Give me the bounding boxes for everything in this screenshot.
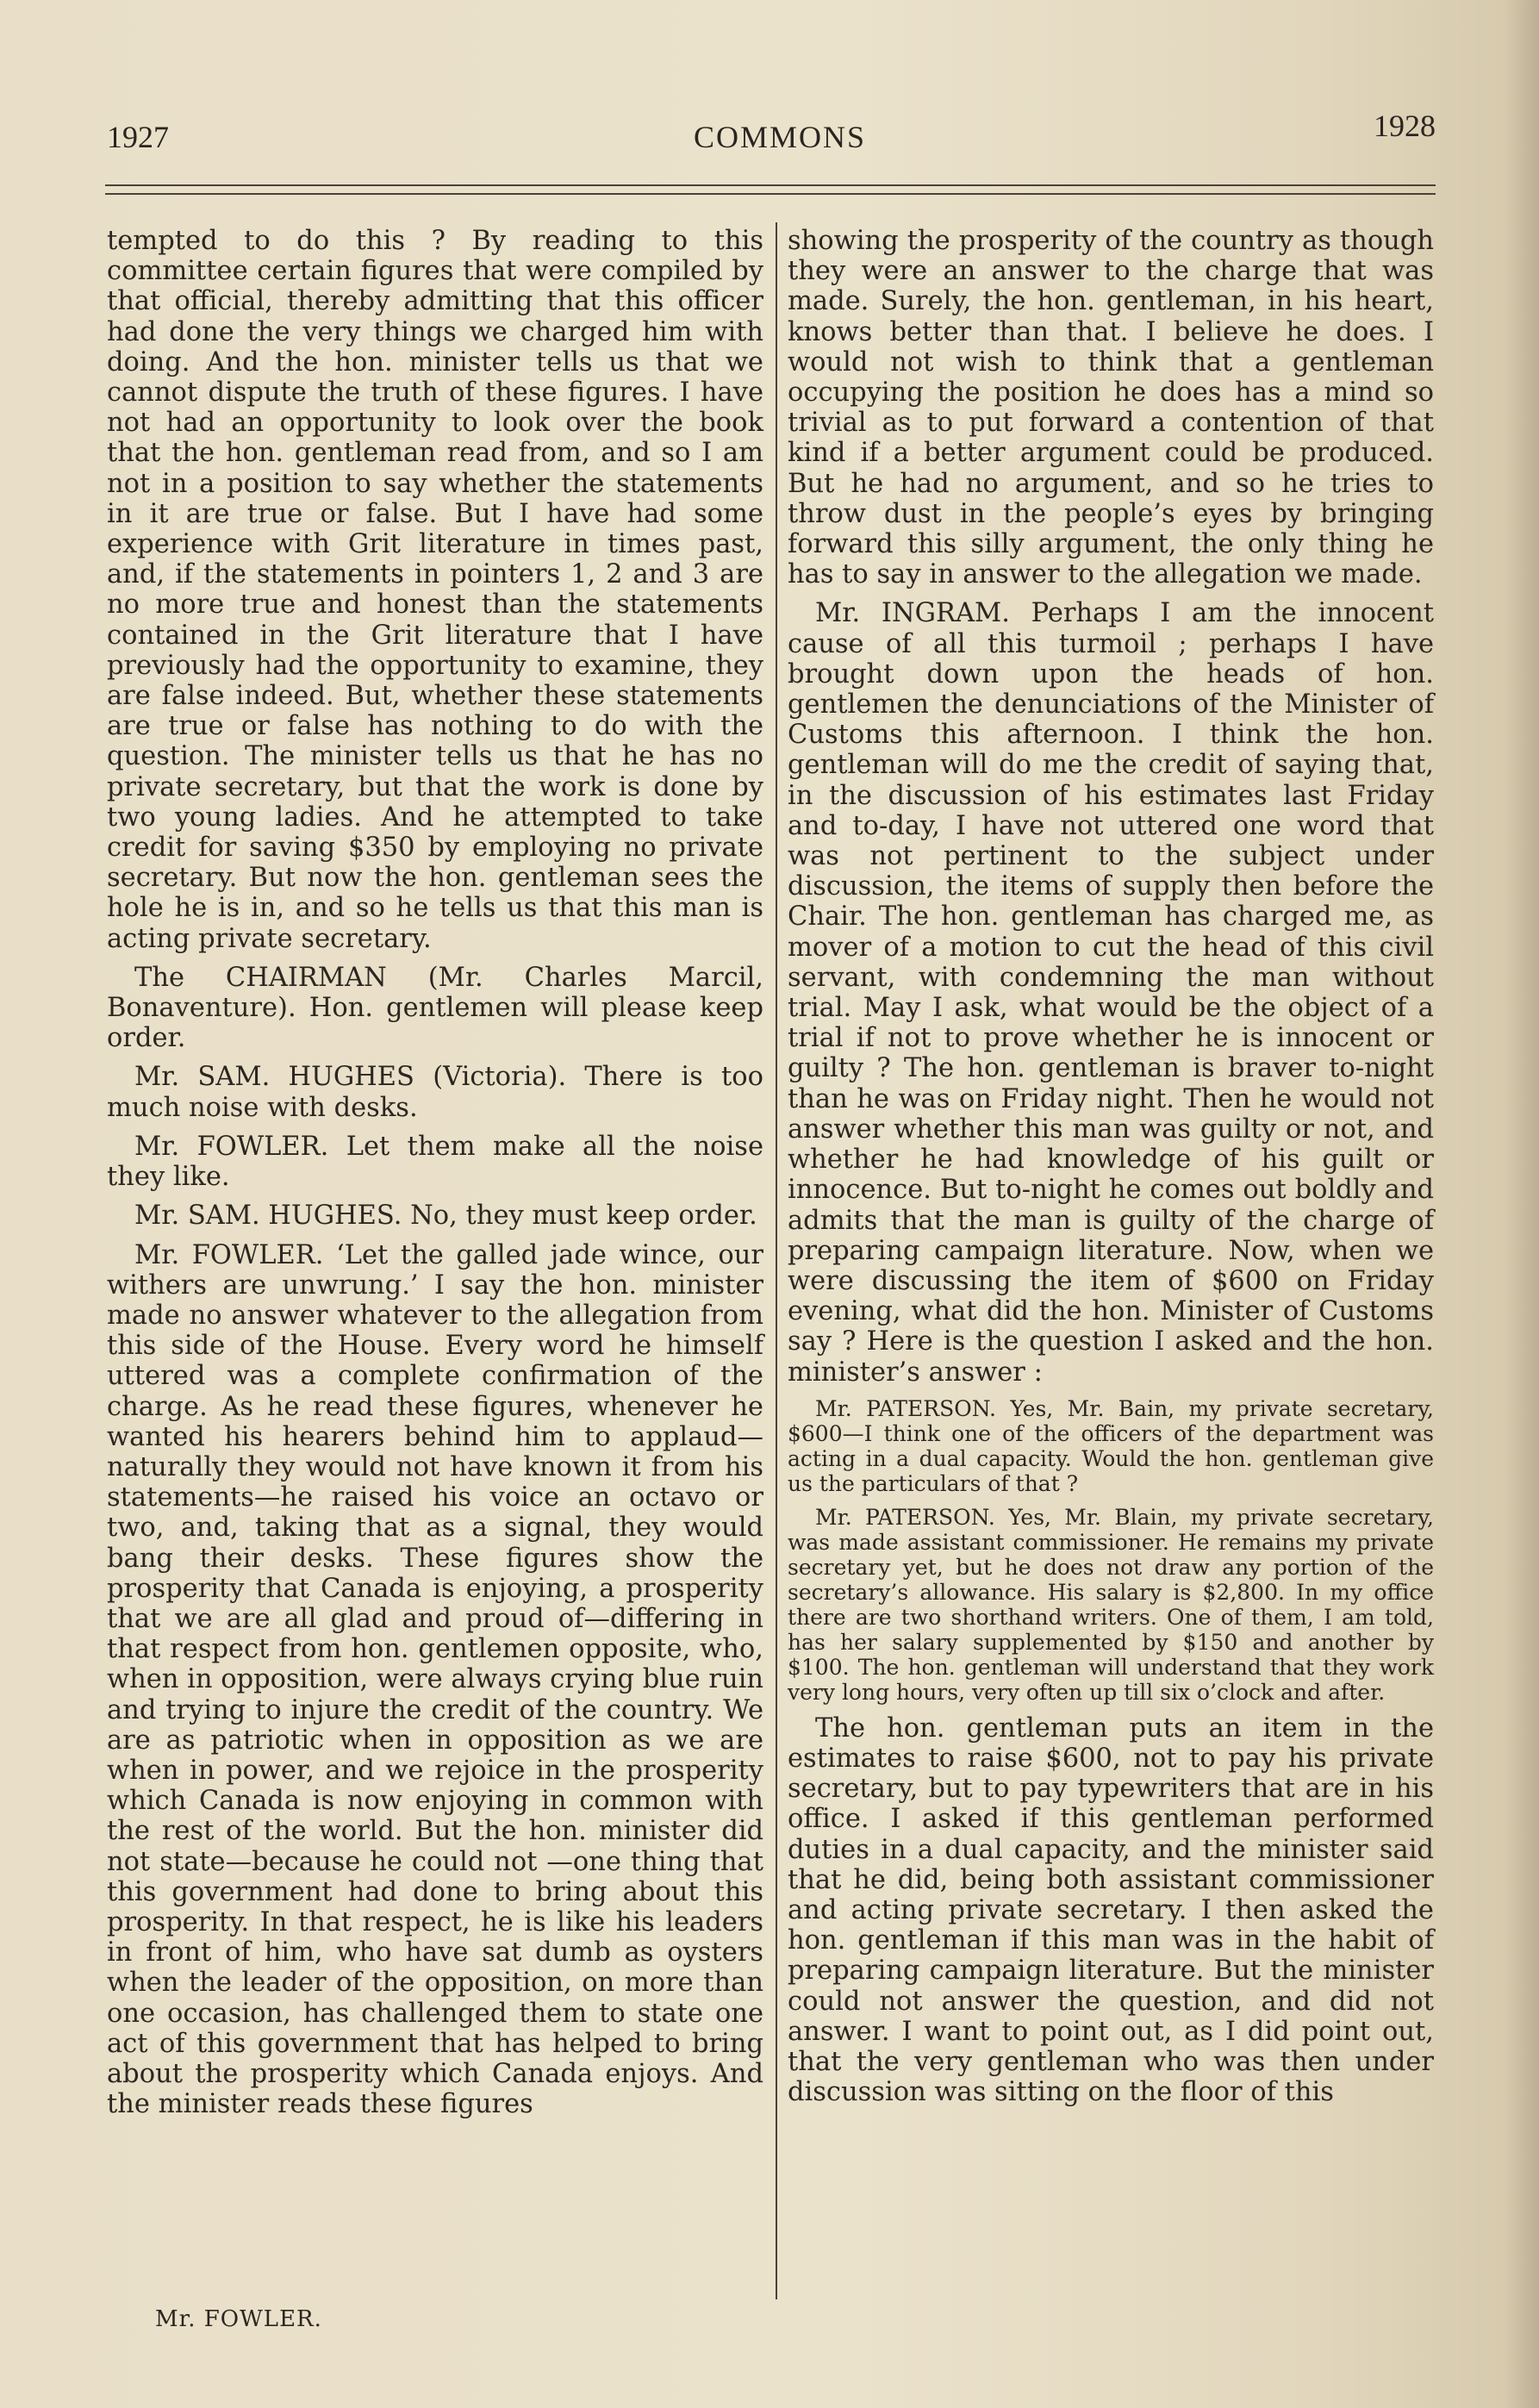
quoted-paragraph: Mr. PATERSON. Yes, Mr. Blain, my private secretary, was made assistant commissioner. He remains my private secretary yet, but he does not draw any portion of the secretary’s allowance. His salary is $2,800. In my office there are two shorthand writers. One of them, I am told, has her salary supplemented by $150 and another by $100. The hon. gentleman will understand that they work very long hours, very often up till six o’clock and after. xyxy=(788,1504,1434,1705)
paragraph: The CHAIRMAN (Mr. Charles Marcil, Bonaventure). Hon. gentlemen will please keep order. xyxy=(107,962,763,1054)
paragraph: Mr. SAM. HUGHES (Victoria). There is too much noise with desks. xyxy=(107,1062,763,1123)
paragraph: tempted to do this ? By reading to this committee certain figures that were compiled by that official, thereby admitting that this officer had done the very things we charged him with doing. And the hon. minister tells us that we cannot dispute the truth of these figures. I have not had an opportunity to look over the book that the hon. gentleman read from, and so I am not in a position to say whether the statements in it are true or false. But I have had some experience with Grit literature in times past, and, if the statements in pointers 1, 2 and 3 are no more true and honest than the statements contained in the Grit literature that I have previously had the opportunity to examine, they are false indeed. But, whether these statements are true or false has nothing to do with the question. The minister tells us that he has no private secretary, but that the work is done by two young ladies. And he attempted to take credit for saving $350 by employing no private secretary. But now the hon. gentleman sees the hole he is in, and so he tells us that this man is acting private secretary. xyxy=(107,226,763,954)
paragraph: Mr. FOWLER. ‘Let the galled jade wince, our withers are unwrung.’ I say the hon. minister made no answer whatever to the allegation from this side of the House. Every word he himself uttered was a complete confirmation of the charge. As he read these figures, whenever he wanted his hearers behind him to applaud—naturally they would not have known it from his statements—he raised his voice an octavo or two, and, taking that as a signal, they would bang their desks. These figures show the prosperity that Canada is enjoying, a prosperity that we are all glad and proud of—differing in that respect from hon. gentlemen opposite, who, when in opposition, were always crying blue ruin and trying to injure the credit of the country. We are as patriotic when in opposition as we are when in power, and we rejoice in the prosperity which Canada is now enjoying in common with the rest of the world. But the hon. minister did not state—because he could not —one thing that this government had done to bring about this prosperity. In that respect, he is like his leaders in front of him, who have sat dumb as oysters when the leader of the opposition, on more than one occasion, has challenged them to state one act of this government that has helped to bring about the prosperity which Canada enjoys. And the minister reads these figures xyxy=(107,1239,763,2120)
right-column xyxy=(788,226,1434,2116)
paragraph: Mr. FOWLER. Let them make all the noise they like. xyxy=(107,1131,763,1193)
page-edge-shadow xyxy=(1505,0,1539,2408)
paragraph: showing the prosperity of the country as though they were an answer to the charge that was made. Surely, the hon. gentleman, in his heart, knows better than that. I believe he does. I would not wish to think that a gentleman occupying the position he does has a mind so trivial as to put forward a contention of that kind if a better argument could be produced. But he had no argument, and so he tries to throw dust in the people’s eyes by bringing forward this silly argument, the only thing he has to say in answer to the allegation we made. xyxy=(788,226,1434,590)
column-divider xyxy=(776,222,777,2299)
header-rule-bottom xyxy=(105,193,1436,195)
header-rule-top xyxy=(105,184,1436,186)
quoted-paragraph: Mr. PATERSON. Yes, Mr. Bain, my private secretary, $600—I think one of the officers of the department was acting in a dual capacity. Would the hon. gentleman give us the particulars of that ? xyxy=(788,1395,1434,1496)
paragraph: Mr. INGRAM. Perhaps I am the innocent cause of all this turmoil ; perhaps I have brought down upon the heads of hon. gentlemen the denunciations of the Minister of Customs this afternoon. I think the hon. gentleman will do me the credit of saying that, in the discussion of his estimates last Friday and to-day, I have not uttered one word that was not pertinent to the subject under discussion, the items of supply then before the Chair. The hon. gentleman has charged me, as mover of a motion to cut the head of this civil servant, with condemning the man without trial. May I ask, what would be the object of a trial if not to prove whether he is innocent or guilty ? The hon. gentleman is braver to-night than he was on Friday night. Then he would not answer whether this man was guilty or not, and whether he had knowledge of his guilt or innocence. But to-night he comes out boldly and admits that the man is guilty of the charge of preparing campaign literature. Now, when we were discussing the item of $600 on Friday evening, what did the hon. Minister of Customs say ? Here is the question I asked and the hon. minister’s answer : xyxy=(788,598,1434,1388)
footer-speaker: Mr. FOWLER. xyxy=(155,2306,322,2332)
paragraph: The hon. gentleman puts an item in the estimates to raise $600, not to pay his private secretary, but to pay typewriters that are in his office. I asked if this gentleman performed duties in a dual capacity, and the minister said that he did, being both assistant commissioner and acting private secretary. I then asked the hon. gentleman if this man was in the habit of preparing campaign literature. But the minister could not answer the question, and did not answer. I want to point out, as I did point out, that the very gentleman who was then under discussion was sitting on the floor of this xyxy=(788,1712,1434,2108)
left-page-number: 1927 xyxy=(107,120,169,154)
left-column xyxy=(107,226,763,2128)
right-page-number: 1928 xyxy=(1374,109,1436,143)
running-header-title: COMMONS xyxy=(694,120,867,154)
paragraph: Mr. SAM. HUGHES. No, they must keep order. xyxy=(134,1201,757,1232)
